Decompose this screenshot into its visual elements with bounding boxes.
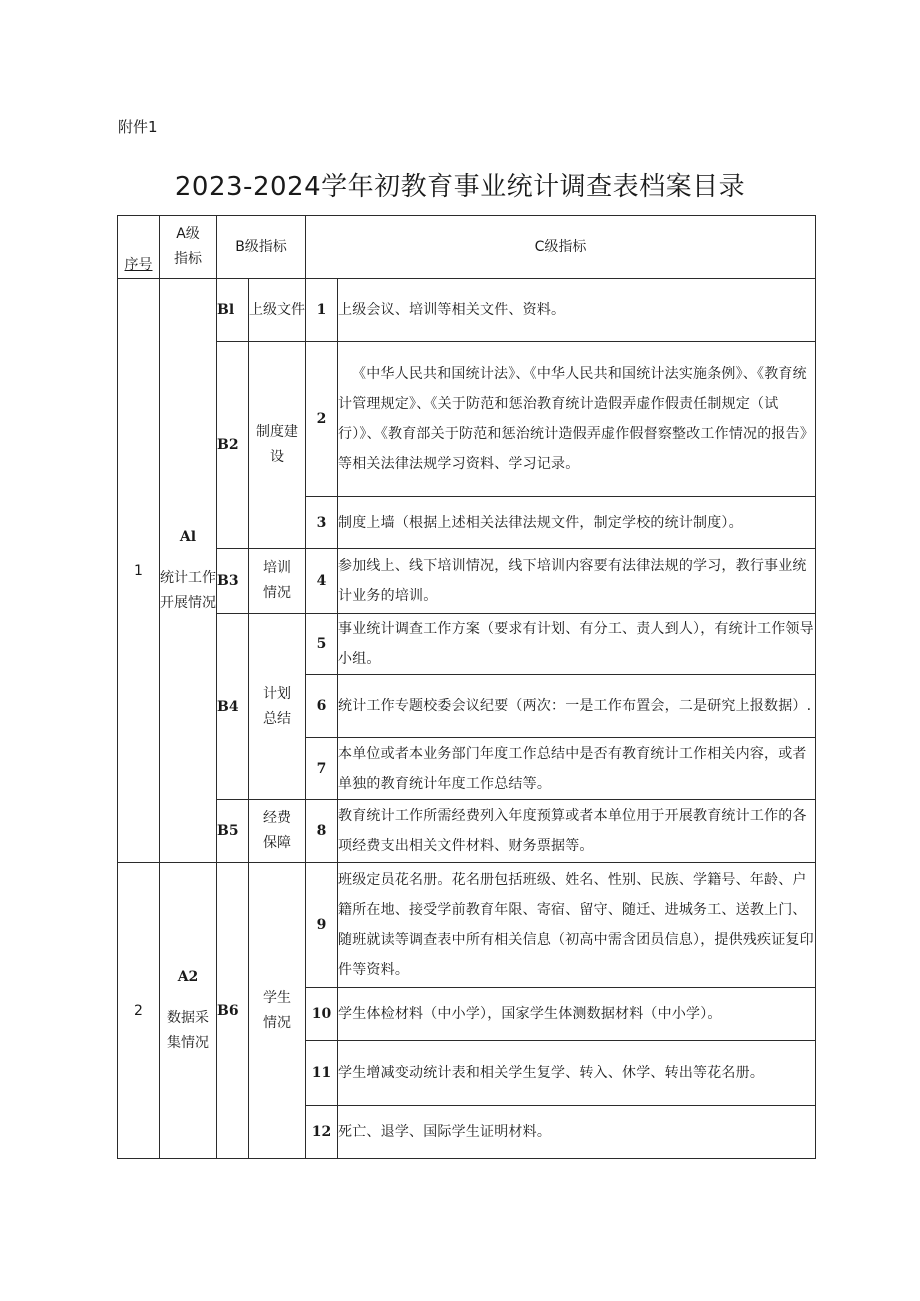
header-seq-label: 序号 <box>124 257 153 273</box>
item-10-text: 学生体检材料（中小学），国家学生体测数据材料（中小学）。 <box>338 988 816 1041</box>
item-11-num: 11 <box>306 1041 338 1106</box>
item-12-text: 死亡、退学、国际学生证明材料。 <box>338 1106 816 1159</box>
item-8-num: 8 <box>306 800 338 863</box>
b3-code: B3 <box>217 549 249 614</box>
item-9-text: 班级定员花名册。花名册包括班级、姓名、性别、民族、学籍号、年龄、户籍所在地、接受学前教育年限、寄宿、留守、随迁、进城务工、送教上门、随班就读等调查表中所有相关信息（初高中需含团员信息），提供残疾证复印件等资料。 <box>338 863 816 988</box>
group-1-a-code: Al <box>179 529 197 545</box>
item-3-num: 3 <box>306 497 338 549</box>
item-8-text: 教育统计工作所需经费列入年度预算或者本单位用于开展教育统计工作的各项经费支出相关文件材料、财务票据等。 <box>338 800 816 863</box>
attachment-label: 附件1 <box>118 118 158 136</box>
table-row <box>118 614 816 675</box>
item-4-text: 参加线上、线下培训情况，线下培训内容要有法律法规的学习，教行事业统计业务的培训。 <box>338 549 816 614</box>
b4-name: 计划总结 <box>249 614 306 800</box>
item-3-text: 制度上墙（根据上述相关法律法规文件，制定学校的统计制度）。 <box>338 497 816 549</box>
item-2-text: 《中华人民共和国统计法》、《中华人民共和国统计法实施条例》、《教育统计管理规定》、《关于防范和惩治教育统计造假弄虚作假责任制规定（试行）》、《教育部关于防范和惩治统计造假弄虚作假督察整改工作情况的报告》等相关法律法规学习资料、学习记录。 <box>338 342 816 497</box>
table-row <box>118 800 816 863</box>
b1-code: Bl <box>217 279 249 342</box>
b6-code: B6 <box>217 863 249 1159</box>
item-5-num: 5 <box>306 614 338 675</box>
item-10-num: 10 <box>306 988 338 1041</box>
catalog-table <box>117 215 816 1159</box>
header-c-level: C级指标 <box>306 216 816 279</box>
item-1-text: 上级会议、培训等相关文件、资料。 <box>338 279 816 342</box>
table-row <box>118 863 816 988</box>
table-row <box>118 279 816 342</box>
header-a-level-line2: 指标 <box>174 251 202 267</box>
item-12-num: 12 <box>306 1106 338 1159</box>
group-2-a-name: 数据采集情况 <box>167 1010 209 1051</box>
item-1-num: 1 <box>306 279 338 342</box>
b2-code: B2 <box>217 342 249 549</box>
group-2-a-code: A2 <box>177 969 199 985</box>
group-2-seq: 2 <box>118 863 160 1159</box>
table-header-row <box>118 216 816 279</box>
item-4-num: 4 <box>306 549 338 614</box>
group-2-a-cell <box>160 863 217 1159</box>
group-1-a-cell <box>160 279 217 863</box>
item-5-text: 事业统计调查工作方案（要求有计划、有分工、责人到人），有统计工作领导小组。 <box>338 614 816 675</box>
item-6-num: 6 <box>306 675 338 738</box>
b5-code: B5 <box>217 800 249 863</box>
b2-name: 制度建设 <box>249 342 306 549</box>
table-row <box>118 342 816 497</box>
b4-code: B4 <box>217 614 249 800</box>
item-7-text: 本单位或者本业务部门年度工作总结中是否有教育统计工作相关内容，或者单独的教育统计年度工作总结等。 <box>338 738 816 800</box>
item-11-text: 学生增减变动统计表和相关学生复学、转入、休学、转出等花名册。 <box>338 1041 816 1106</box>
b1-name: 上级文件 <box>249 279 306 342</box>
group-1-seq: 1 <box>118 279 160 863</box>
item-2-num: 2 <box>306 342 338 497</box>
header-seq <box>118 216 160 279</box>
b3-name: 培训情况 <box>249 549 306 614</box>
group-1-a-name: 统计工作开展情况 <box>160 570 216 611</box>
header-a-level-line1: A级 <box>176 226 200 242</box>
b6-name: 学生情况 <box>249 863 306 1159</box>
item-6-text: 统计工作专题校委会议纪要（两次：一是工作布置会，二是研究上报数据）. <box>338 675 816 738</box>
table-row <box>118 549 816 614</box>
b5-name: 经费保障 <box>249 800 306 863</box>
item-7-num: 7 <box>306 738 338 800</box>
header-b-level: B级指标 <box>217 216 306 279</box>
header-a-level <box>160 216 217 279</box>
item-9-num: 9 <box>306 863 338 988</box>
page-title: 2023-2024学年初教育事业统计调查表档案目录 <box>174 172 746 202</box>
